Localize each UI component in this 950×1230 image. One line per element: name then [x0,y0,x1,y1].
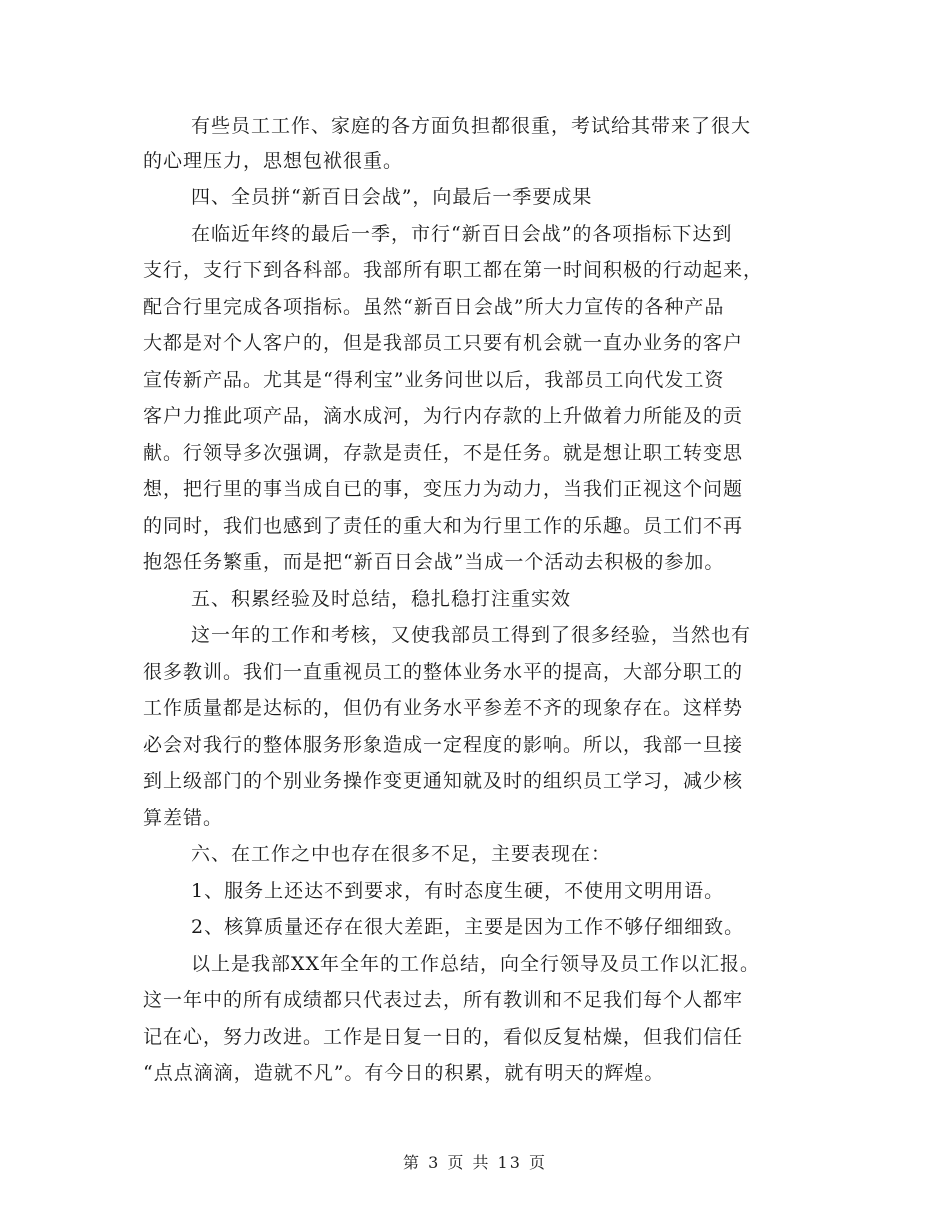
text-line: 的心理压力，思想包袱很重。 [143,150,404,172]
text-line: 的同时，我们也感到了责任的重大和为行里工作的乐趣。员工们不再 [143,515,744,537]
text-line: 很多教训。我们一直重视员工的整体业务水平的提高，大部分职工的 [143,661,744,683]
text-line: 记在心，努力改进。工作是日复一日的，看似反复枯燥，但我们信任 [143,1026,744,1048]
section-heading: 四、全员拼“新百日会战”，向最后一季要成果 [191,186,593,208]
text-line: 配合行里完成各项指标。虽然“新百日会战”所大力宣传的各种产品 [143,296,725,318]
text-line: 在临近年终的最后一季，市行“新百日会战”的各项指标下达到 [191,223,733,245]
text-line: 抱怨任务繁重，而是把“新百日会战”当成一个活动去积极的参加。 [143,551,725,573]
text-line: 支行，支行下到各科部。我部所有职工都在第一时间积极的行动起来， [143,259,764,281]
text-line: 工作质量都是达标的，但仍有业务水平参差不齐的现象存在。这样势 [143,697,744,719]
text-line: 献。行领导多次强调，存款是责任，不是任务。就是想让职工转变思 [143,442,744,464]
text-line: 宣传新产品。尤其是“得利宝”业务问世以后，我部员工向代发工资 [143,369,725,391]
text-line: “点点滴滴，造就不凡”。有今日的积累，就有明天的辉煌。 [143,1062,665,1084]
text-line: 有些员工工作、家庭的各方面负担都很重，考试给其带来了很大 [191,115,752,137]
list-item: 2、核算质量还存在很大差距，主要是因为工作不够仔细细致。 [191,916,745,938]
text-line: 到上级部门的个别业务操作变更通知就及时的组织员工学习，减少核 [143,770,744,792]
page-number-footer: 第 3 页 共 13 页 [403,1153,547,1172]
text-line: 算差错。 [143,807,224,829]
text-line: 想，把行里的事当成自已的事，变压力为动力，当我们正视这个问题 [143,478,744,500]
text-line: 这一年中的所有成绩都只代表过去，所有教训和不足我们每个人都牢 [143,989,744,1011]
text-line: 必会对我行的整体服务形象造成一定程度的影响。所以，我部一旦接 [143,734,744,756]
section-heading: 六、在工作之中也存在很多不足，主要表现在： [191,843,612,865]
section-heading: 五、积累经验及时总结，稳扎稳打注重实效 [191,588,572,610]
list-item: 1、服务上还达不到要求，有时态度生硬，不使用文明用语。 [191,880,725,902]
text-line: 这一年的工作和考核，又使我部员工得到了很多经验，当然也有 [191,624,752,646]
text-line: 客户力推此项产品，滴水成河，为行内存款的上升做着力所能及的贡 [143,405,744,427]
text-line: 以上是我部XX年全年的工作总结，向全行领导及员工作以汇报。 [191,953,761,975]
text-line: 大都是对个人客户的，但是我部员工只要有机会就一直办业务的客户 [143,332,744,354]
